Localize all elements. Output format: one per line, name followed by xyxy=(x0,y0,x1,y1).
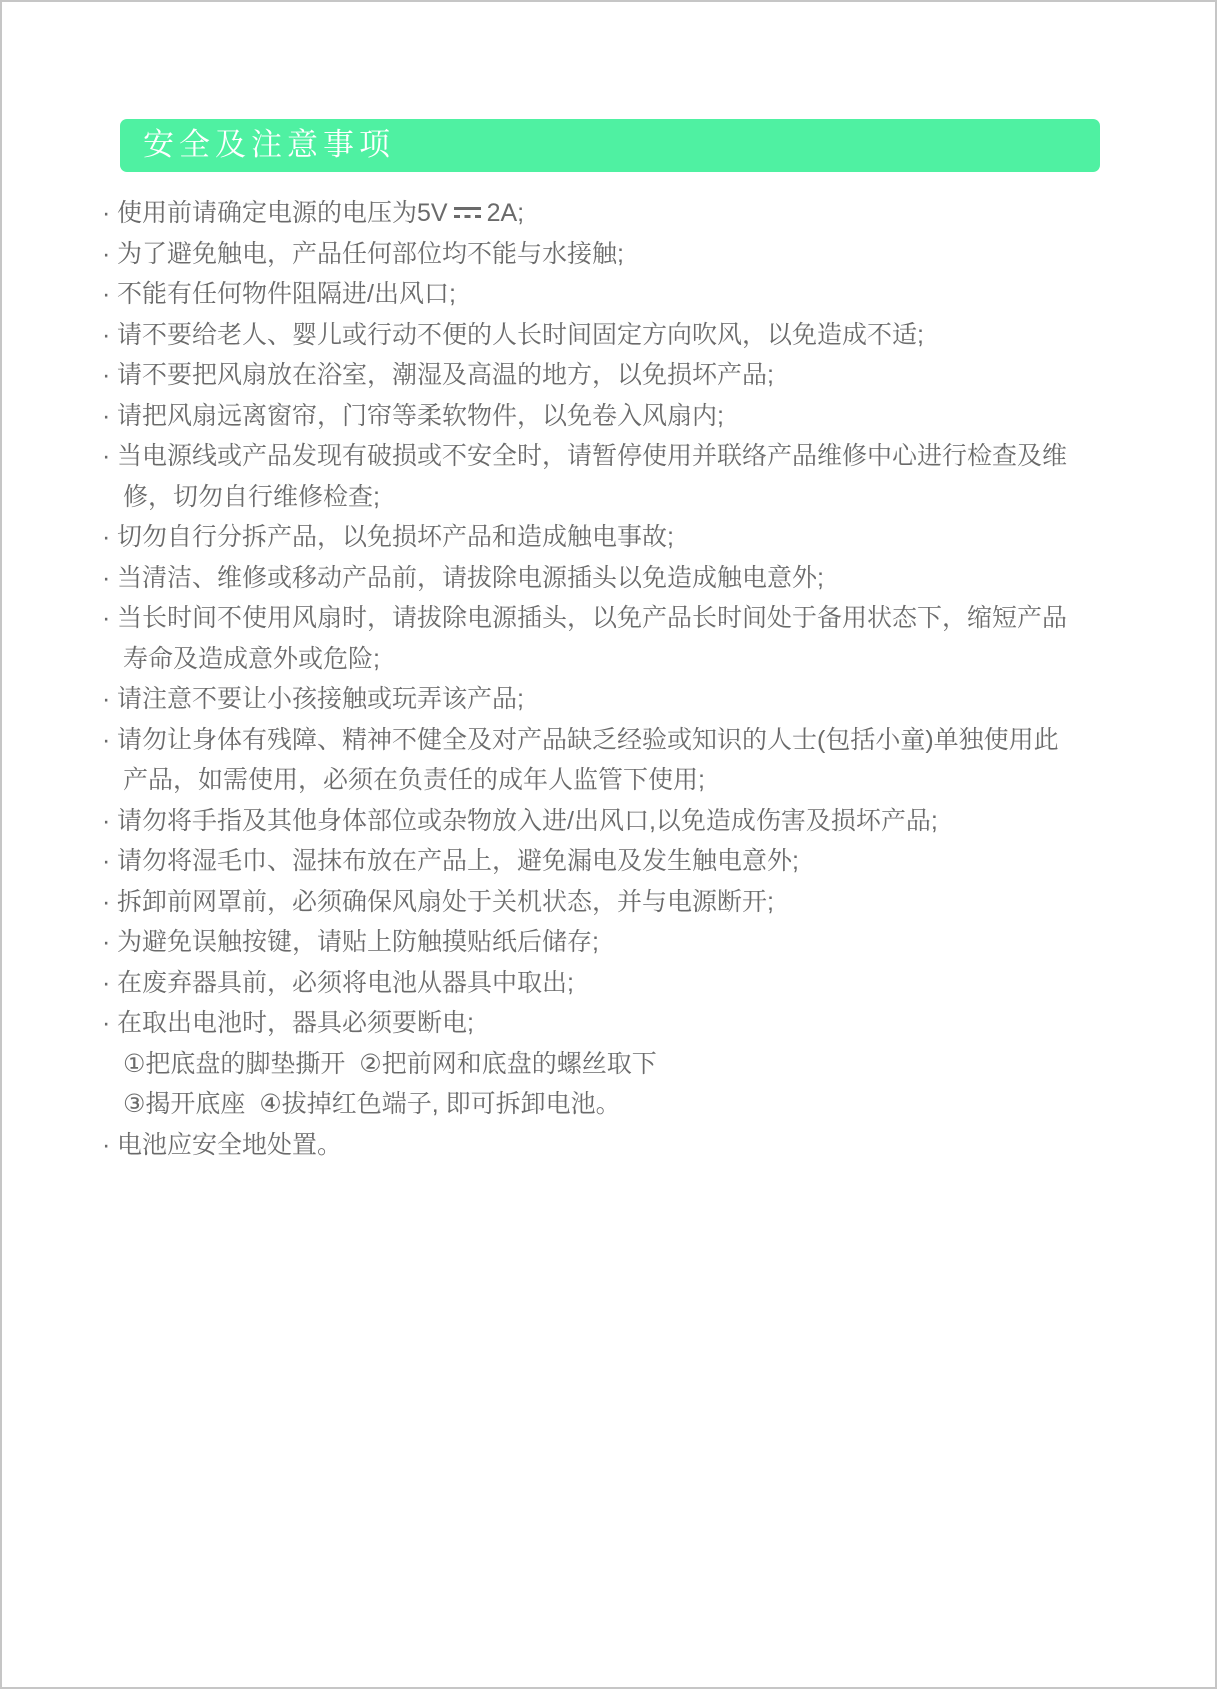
text-line: ①把底盘的脚垫撕开 ②把前网和底盘的螺丝取下 xyxy=(123,1049,657,1078)
text-line: ③揭开底座 ④拔掉红色端子, 即可拆卸电池。 xyxy=(123,1090,621,1118)
text-line: 请勿让身体有残障、精神不健全及对产品缺乏经验或知识的人士(包括小童)单独使用此 xyxy=(117,725,1059,754)
list-item xyxy=(102,274,1114,315)
section-title: 安全及注意事项 xyxy=(143,126,395,162)
bullet-text xyxy=(117,882,1114,923)
safety-list xyxy=(102,193,1114,1165)
text-line: 请勿将湿毛巾、湿抹布放在产品上，避免漏电及发生触电意外; xyxy=(117,847,799,875)
bullet-text xyxy=(117,558,1114,599)
bullet-text xyxy=(117,274,1114,315)
bullet-dot: · xyxy=(102,523,111,551)
text-line: 请不要给老人、婴儿或行动不便的人长时间固定方向吹风，以免造成不适; xyxy=(117,320,924,349)
bullet-dot: · xyxy=(102,563,111,592)
bullet-dot: · xyxy=(102,847,111,875)
text-line: 请注意不要让小孩接触或玩弄该产品; xyxy=(117,685,524,713)
bullet-text xyxy=(117,963,1114,1004)
list-item xyxy=(102,598,1114,679)
text-line: 为了避免触电，产品任何部位均不能与水接触; xyxy=(117,239,624,268)
text-line: 为避免误触按键，请贴上防触摸贴纸后储存; xyxy=(117,928,599,956)
text-line: 请把风扇远离窗帘，门帘等柔软物件，以免卷入风扇内; xyxy=(117,401,724,430)
bullet-text xyxy=(117,193,1114,234)
bullet-dot: · xyxy=(102,928,111,956)
bullet-text xyxy=(117,679,1114,720)
bullet-text xyxy=(117,1003,1114,1125)
bullet-dot: · xyxy=(102,887,111,916)
text-line: 产品，如需使用，必须在负责任的成年人监管下使用; xyxy=(123,766,705,794)
bullet-dot: · xyxy=(102,685,111,713)
bullet-text xyxy=(117,922,1114,963)
text-line: 电池应安全地处置。 xyxy=(117,1130,343,1159)
bullet-dot: · xyxy=(102,442,111,470)
text-line: 在取出电池时，器具必须要断电; xyxy=(117,1009,474,1037)
text-line: 当长时间不使用风扇时，请拔除电源插头，以免产品长时间处于备用状态下，缩短产品 xyxy=(117,604,1068,632)
bullet-text xyxy=(117,841,1114,882)
list-item xyxy=(102,1003,1114,1125)
list-item xyxy=(102,963,1114,1004)
bullet-dot: · xyxy=(102,239,111,268)
bullet-text xyxy=(117,234,1114,275)
list-item xyxy=(102,396,1114,437)
bullet-text xyxy=(117,801,1114,842)
list-item xyxy=(102,234,1114,275)
text-line: 使用前请确定电源的电压为5V 2A; xyxy=(117,199,525,227)
text-line: 切勿自行分拆产品，以免损坏产品和造成触电事故; xyxy=(117,523,674,551)
bullet-text xyxy=(117,720,1114,801)
bullet-dot: · xyxy=(102,401,111,430)
dc-symbol-icon xyxy=(454,207,481,221)
bullet-dot: · xyxy=(102,968,111,997)
text-line: 不能有任何物件阻隔进/出风口; xyxy=(117,280,456,308)
bullet-dot: · xyxy=(102,320,111,349)
bullet-text xyxy=(117,396,1114,437)
text-line: 寿命及造成意外或危险; xyxy=(123,644,380,673)
section-header xyxy=(120,119,1100,172)
list-item xyxy=(102,558,1114,599)
text-line: 请不要把风扇放在浴室，潮湿及高温的地方，以免损坏产品; xyxy=(117,361,774,389)
bullet-text xyxy=(117,598,1114,679)
text-line: 请勿将手指及其他身体部位或杂物放入进/出风口,以免造成伤害及损坏产品; xyxy=(117,806,938,835)
list-item xyxy=(102,720,1114,801)
list-item xyxy=(102,801,1114,842)
list-item xyxy=(102,193,1114,234)
text-line: 在废弃器具前，必须将电池从器具中取出; xyxy=(117,968,574,997)
bullet-text xyxy=(117,436,1114,517)
list-item xyxy=(102,882,1114,923)
text-line: 当清洁、维修或移动产品前，请拔除电源插头以免造成触电意外; xyxy=(117,563,824,592)
list-item xyxy=(102,841,1114,882)
bullet-text xyxy=(117,517,1114,558)
list-item xyxy=(102,355,1114,396)
bullet-text xyxy=(117,355,1114,396)
bullet-dot: · xyxy=(102,604,111,632)
bullet-dot: · xyxy=(102,725,111,754)
bullet-text xyxy=(117,315,1114,356)
bullet-dot: · xyxy=(102,1009,111,1037)
bullet-dot: · xyxy=(102,280,111,308)
list-item xyxy=(102,436,1114,517)
list-item xyxy=(102,517,1114,558)
list-item xyxy=(102,1125,1114,1166)
bullet-dot: · xyxy=(102,806,111,835)
list-item xyxy=(102,315,1114,356)
bullet-dot: · xyxy=(102,199,111,227)
text-line: 修，切勿自行维修检查; xyxy=(123,482,380,511)
bullet-text xyxy=(117,1125,1114,1166)
bullet-dot: · xyxy=(102,1130,111,1159)
text-line: 当电源线或产品发现有破损或不安全时，请暂停使用并联络产品维修中心进行检查及维 xyxy=(117,442,1068,470)
bullet-dot: · xyxy=(102,361,111,389)
list-item xyxy=(102,922,1114,963)
text-line: 拆卸前网罩前，必须确保风扇处于关机状态，并与电源断开; xyxy=(117,887,774,916)
list-item xyxy=(102,679,1114,720)
